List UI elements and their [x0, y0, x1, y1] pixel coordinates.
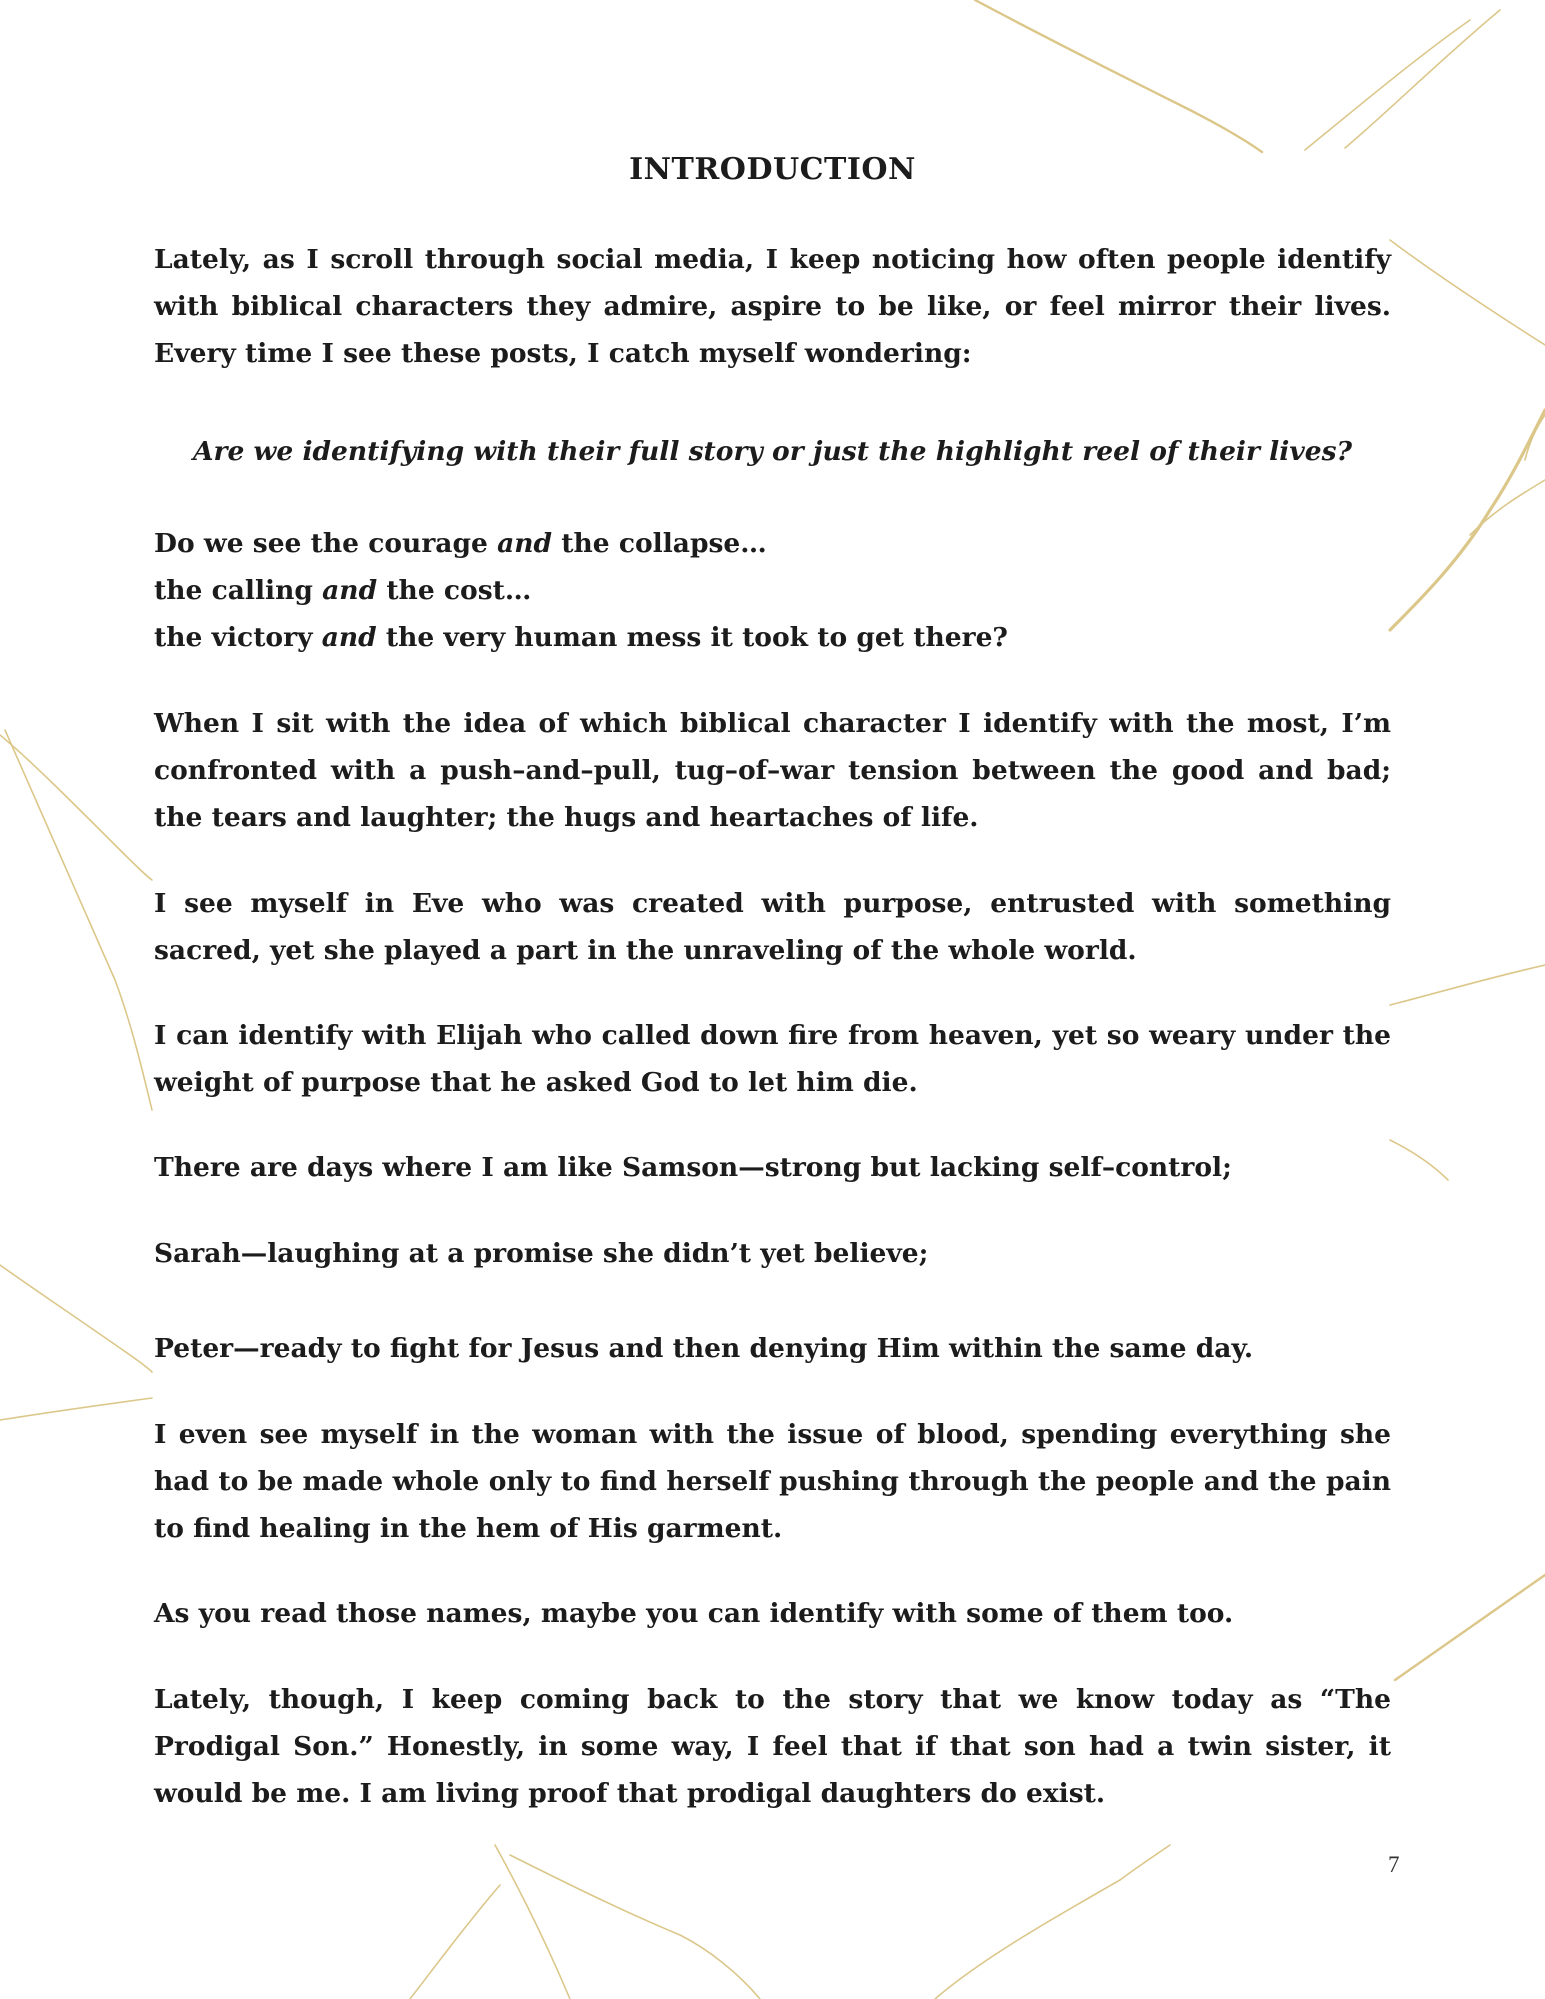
paragraph-5: I can identify with Elijah who called down fire from heaven, yet so weary under the weight of purpose that he asked God to let him die.: [154, 1020, 1391, 1098]
line-1: Do we see the courage and the collapse…: [154, 528, 767, 559]
paragraph-3: When I sit with the idea of which biblical character I identify with the most, I’m confronted with a push–and–pull, tug–of–war tension between the good and bad; the tears and laughter; the hugs and heartaches of life.: [154, 708, 1391, 833]
paragraph-11: Lately, though, I keep coming back to the story that we know today as “The Prodigal Son.” Honestly, in some way, I feel that if that son had a twin sister, it would be me. I am living proof that prodigal daughters do exist.: [154, 1684, 1391, 1809]
paragraph-10: As you read those names, maybe you can identify with some of them too.: [154, 1598, 1234, 1629]
page-number: 7: [1388, 1852, 1400, 1877]
paragraph-8: Peter—ready to fight for Jesus and then denying Him within the same day.: [154, 1333, 1254, 1364]
paragraph-9: I even see myself in the woman with the issue of blood, spending everything she had to be made whole only to find herself pushing through the people and the pain to find healing in the hem of His garment.: [154, 1419, 1391, 1544]
paragraph-7: Sarah—laughing at a promise she didn’t yet believe;: [154, 1238, 929, 1269]
line-3: the victory and the very human mess it took to get there?: [154, 622, 1008, 653]
line-2: the calling and the cost…: [154, 575, 532, 606]
page-title: INTRODUCTION: [629, 152, 916, 187]
italic-question: Are we identifying with their full story or just the highlight reel of their lives?: [192, 436, 1353, 467]
paragraph-1: Lately, as I scroll through social media, I keep noticing how often people identify with biblical characters they admire, aspire to be like, or feel mirror their lives. Every time I see these posts, I catch myself wondering:: [154, 244, 1391, 369]
paragraph-4: I see myself in Eve who was created with purpose, entrusted with something sacred, yet she played a part in the unraveling of the whole world.: [154, 888, 1391, 966]
paragraph-lines: [154, 520, 1391, 661]
paragraph-6: There are days where I am like Samson—strong but lacking self–control;: [154, 1152, 1232, 1183]
